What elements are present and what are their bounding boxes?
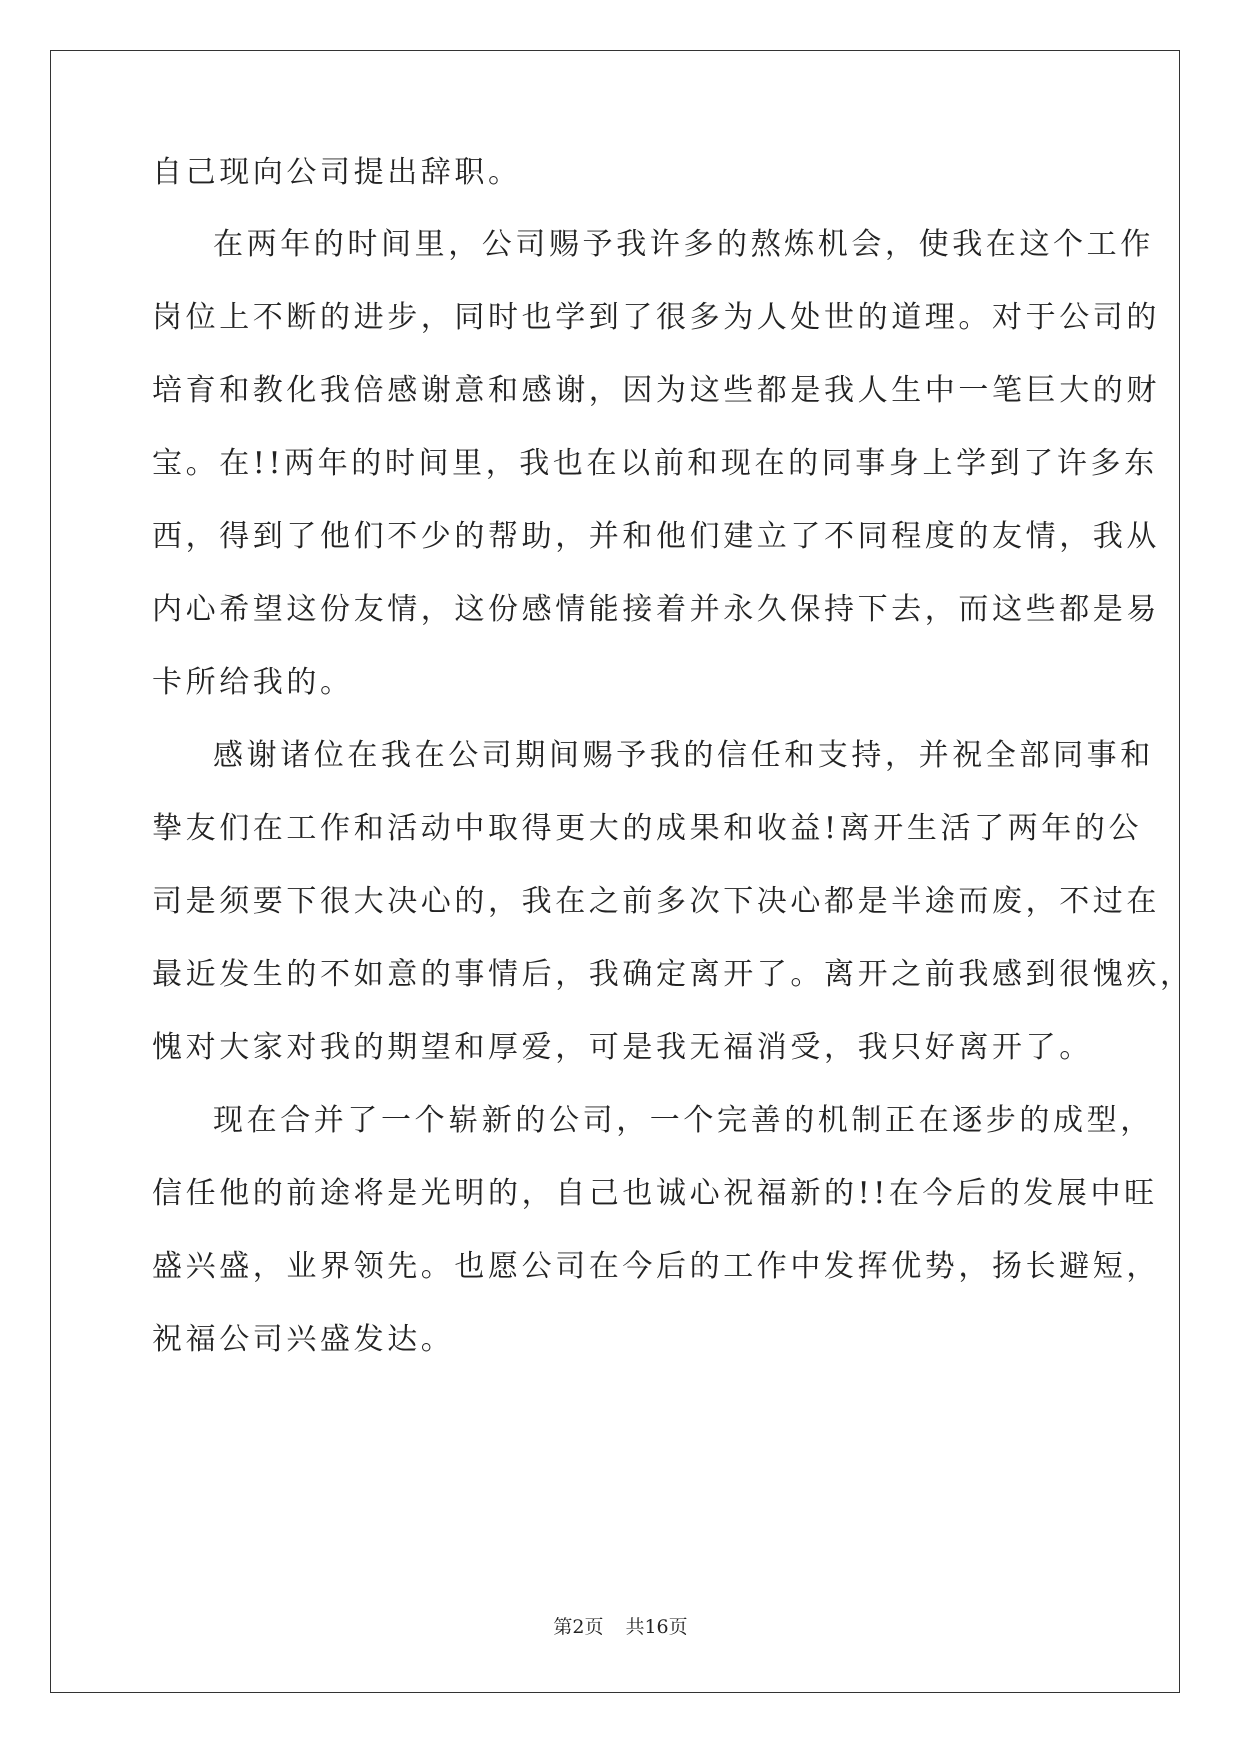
text-line: 岗位上不断的进步，同时也学到了很多为人处世的道理。对于公司的 bbox=[152, 300, 1160, 335]
page-number-current: 第2页 bbox=[553, 1616, 604, 1638]
text-line: 内心希望这份友情，这份感情能接着并永久保持下去，而这些都是易 bbox=[152, 592, 1160, 627]
text-line: 信任他的前途将是光明的，自己也诚心祝福新的!!在今后的发展中旺 bbox=[152, 1176, 1158, 1211]
text-line: 祝福公司兴盛发达。 bbox=[152, 1322, 455, 1357]
text-line: 培育和教化我倍感谢意和感谢，因为这些都是我人生中一笔巨大的财 bbox=[152, 373, 1160, 408]
paragraph-first-line: 在两年的时间里，公司赐予我许多的熬炼机会，使我在这个工作 bbox=[213, 227, 1154, 262]
page-number-total: 共16页 bbox=[625, 1616, 688, 1638]
text-line: 宝。在!!两年的时间里，我也在以前和现在的同事身上学到了许多东 bbox=[152, 446, 1158, 481]
text-line: 盛兴盛，业界领先。也愿公司在今后的工作中发挥优势，扬长避短， bbox=[152, 1249, 1160, 1284]
text-line: 愧对大家对我的期望和厚爱，可是我无福消受，我只好离开了。 bbox=[152, 1030, 1093, 1065]
page-border bbox=[50, 50, 1180, 1693]
text-line: 挚友们在工作和活动中取得更大的成果和收益!离开生活了两年的公 bbox=[152, 811, 1143, 846]
text-line: 卡所给我的。 bbox=[152, 665, 354, 700]
paragraph-first-line: 感谢诸位在我在公司期间赐予我的信任和支持，并祝全部同事和 bbox=[213, 738, 1154, 773]
text-line: 司是须要下很大决心的，我在之前多次下决心都是半途而废，不过在 bbox=[152, 884, 1160, 919]
text-line: 西，得到了他们不少的帮助，并和他们建立了不同程度的友情，我从 bbox=[152, 519, 1160, 554]
text-line: 自己现向公司提出辞职。 bbox=[152, 155, 522, 190]
text-line: 最近发生的不如意的事情后，我确定离开了。离开之前我感到很愧疚， bbox=[152, 957, 1194, 992]
page-footer bbox=[0, 1615, 1241, 1639]
paragraph-first-line: 现在合并了一个崭新的公司，一个完善的机制正在逐步的成型， bbox=[213, 1103, 1154, 1138]
